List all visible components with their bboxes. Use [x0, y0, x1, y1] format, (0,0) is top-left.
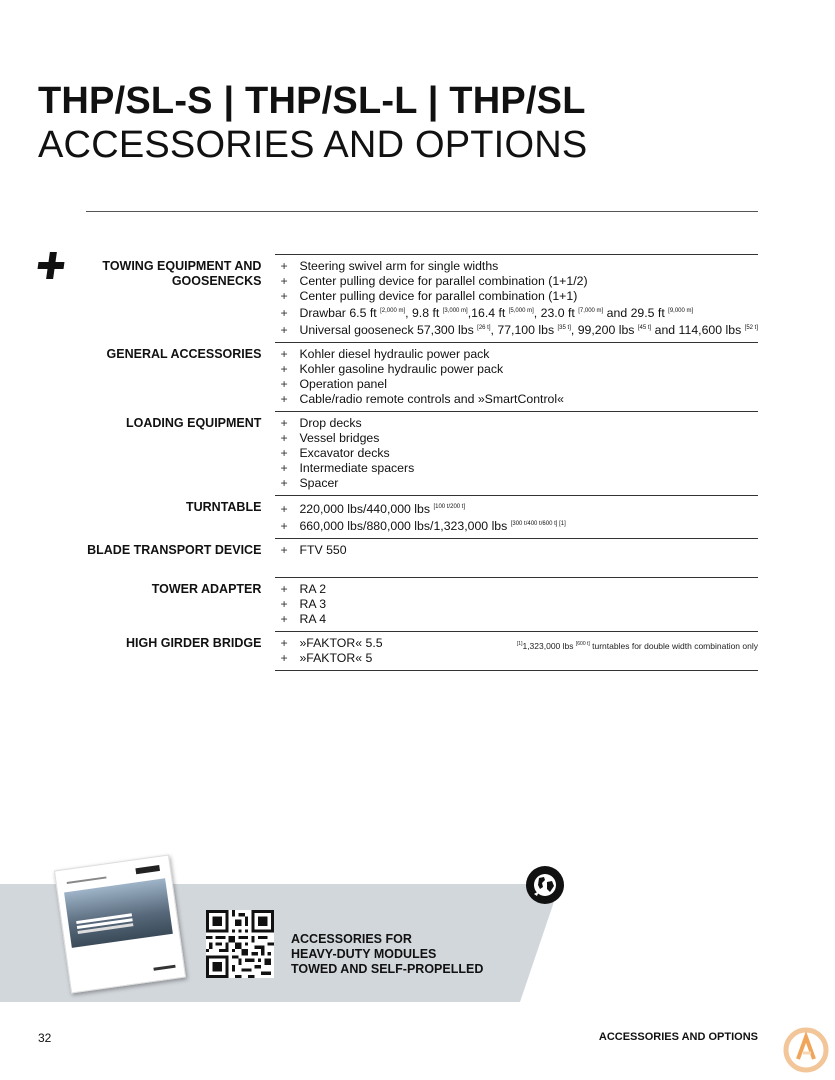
item-text: 660,000 lbs/880,000 lbs/1,323,000 lbs [299, 519, 511, 533]
item-text: RA 3 [299, 597, 327, 611]
list-item [275, 558, 758, 573]
item-text: Center pulling device for parallel combination (1+1) [299, 289, 578, 303]
plus-bullet: + [280, 431, 288, 445]
list-item [275, 377, 758, 392]
list-item [275, 259, 758, 274]
item-text: Kohler diesel hydraulic power pack [299, 347, 490, 361]
section-row [86, 496, 758, 539]
plus-icon [38, 252, 66, 280]
footnote-text-a: 1,323,000 lbs [522, 641, 576, 651]
item-text: RA 4 [299, 612, 327, 626]
item-text: Operation panel [299, 377, 387, 391]
plus-bullet: + [280, 543, 288, 557]
plus-bullet: + [280, 259, 288, 273]
plus-bullet: + [280, 392, 288, 406]
list-item [275, 543, 758, 558]
item-text: Drawbar 6.5 ft [299, 306, 381, 320]
plus-bullet: + [280, 323, 288, 337]
section-row [86, 578, 758, 632]
plus-bullet: + [280, 461, 288, 475]
plus-bullet: + [280, 306, 288, 320]
plus-bullet: + [280, 377, 288, 391]
list-item [275, 517, 758, 534]
plus-bullet: + [280, 612, 288, 626]
unit-superscript: [26 t] [477, 325, 491, 331]
item-list [275, 412, 758, 496]
item-text: »FAKTOR« 5.5 [299, 636, 383, 650]
plus-bullet: + [280, 362, 288, 376]
unit-superscript: [100 t/200 t] [433, 504, 466, 510]
plus-bullet: + [280, 289, 288, 303]
item-list [275, 632, 758, 671]
item-text: , 77,100 lbs [490, 323, 558, 337]
list-item [275, 476, 758, 491]
unit-superscript: [35 t] [557, 325, 571, 331]
list-item [275, 446, 758, 461]
list-item [275, 362, 758, 377]
plus-bullet: + [280, 416, 288, 430]
section-row [86, 539, 758, 578]
watermark-logo-icon [783, 1025, 829, 1075]
plus-bullet: + [280, 274, 288, 288]
item-text: and 29.5 ft [603, 306, 669, 320]
plus-bullet: + [280, 446, 288, 460]
section-row [86, 632, 758, 671]
section-row [86, 255, 758, 343]
item-list [275, 343, 758, 412]
list-item [275, 392, 758, 407]
plus-bullet: + [280, 347, 288, 361]
item-list [275, 255, 758, 343]
item-text: Center pulling device for parallel combination (1+1/2) [299, 274, 588, 288]
item-text [275, 558, 278, 572]
unit-superscript: [7,000 m] [578, 308, 604, 314]
list-item [275, 304, 758, 321]
list-item [275, 321, 758, 338]
list-item [275, 597, 758, 612]
category-label: BLADE TRANSPORT DEVICE [87, 542, 262, 557]
item-text: Cable/radio remote controls and »SmartControl« [299, 392, 564, 406]
item-text: 220,000 lbs/440,000 lbs [299, 502, 434, 516]
list-item [275, 651, 758, 666]
item-text: ,16.4 ft [467, 306, 509, 320]
item-text: Excavator decks [299, 446, 390, 460]
item-text: , 9.8 ft [405, 306, 443, 320]
section-row [86, 412, 758, 496]
list-item [275, 347, 758, 362]
item-text: , 23.0 ft [533, 306, 579, 320]
category-label: TOWING EQUIPMENT AND GOOSENECKS [102, 258, 262, 288]
item-text: FTV 550 [299, 543, 347, 557]
list-item [275, 500, 758, 517]
page-subtitle: ACCESSORIES AND OPTIONS [38, 124, 588, 166]
banner-line-1: ACCESSORIES FOR [291, 932, 412, 946]
list-item [275, 612, 758, 627]
banner-text [291, 932, 483, 977]
banner-line-2: HEAVY-DUTY MODULES [291, 947, 437, 961]
qr-code[interactable] [206, 910, 274, 978]
list-item [275, 461, 758, 476]
item-text: , 99,200 lbs [570, 323, 638, 337]
page-number: 32 [38, 1031, 52, 1045]
footnote [517, 641, 758, 651]
item-text: RA 2 [299, 582, 327, 596]
plus-bullet: + [280, 636, 288, 650]
plus-bullet: + [280, 651, 288, 665]
category-label: HIGH GIRDER BRIDGE [126, 635, 262, 650]
list-item [275, 274, 758, 289]
item-text: and 114,600 lbs [651, 323, 745, 337]
item-list [275, 578, 758, 632]
item-text: Kohler gasoline hydraulic power pack [299, 362, 504, 376]
plus-bullet: + [280, 476, 288, 490]
unit-superscript: [45 t] [637, 325, 652, 331]
item-text: Steering swivel arm for single widths [299, 259, 499, 273]
plus-bullet: + [280, 519, 288, 533]
unit-superscript: [52 t] [744, 325, 758, 331]
brochure-cover-image[interactable] [54, 855, 186, 994]
section-row [86, 343, 758, 412]
item-list [275, 539, 758, 578]
item-text: Universal gooseneck 57,300 lbs [299, 323, 478, 337]
category-label: LOADING EQUIPMENT [126, 415, 262, 430]
item-text: Vessel bridges [299, 431, 380, 445]
accessories-table [86, 254, 758, 671]
category-label: TURNTABLE [185, 499, 262, 514]
item-list [275, 496, 758, 539]
item-text: Intermediate spacers [299, 461, 415, 475]
unit-superscript: [5,000 m] [508, 308, 534, 314]
unit-superscript: [300 t/400 t/600 t] [1] [510, 521, 566, 527]
footnote-unit: [600 t] [575, 641, 590, 647]
list-item [275, 416, 758, 431]
unit-superscript: [9,000 m] [668, 308, 694, 314]
list-item [275, 289, 758, 304]
unit-superscript: [2,000 m] [380, 308, 406, 314]
category-label: GENERAL ACCESSORIES [106, 346, 262, 361]
item-text: Spacer [299, 476, 339, 490]
footer-section-title: ACCESSORIES AND OPTIONS [598, 1031, 758, 1043]
list-item [275, 582, 758, 597]
footnote-marker: [1] [516, 641, 523, 647]
page-title: THP/SL-S | THP/SL-L | THP/SL [38, 80, 586, 122]
plus-bullet: + [280, 597, 288, 611]
category-label: TOWER ADAPTER [151, 581, 262, 596]
item-text: »FAKTOR« 5 [299, 651, 373, 665]
banner-line-3: TOWED AND SELF-PROPELLED [291, 962, 484, 976]
plus-bullet: + [280, 582, 288, 596]
footnote-text-b: turntables for double width combination only [589, 641, 758, 651]
list-item [275, 431, 758, 446]
divider [86, 211, 758, 212]
item-text: Drop decks [299, 416, 362, 430]
globe-icon[interactable] [525, 865, 565, 905]
plus-bullet: + [280, 502, 288, 516]
unit-superscript: [3,000 m] [442, 308, 468, 314]
